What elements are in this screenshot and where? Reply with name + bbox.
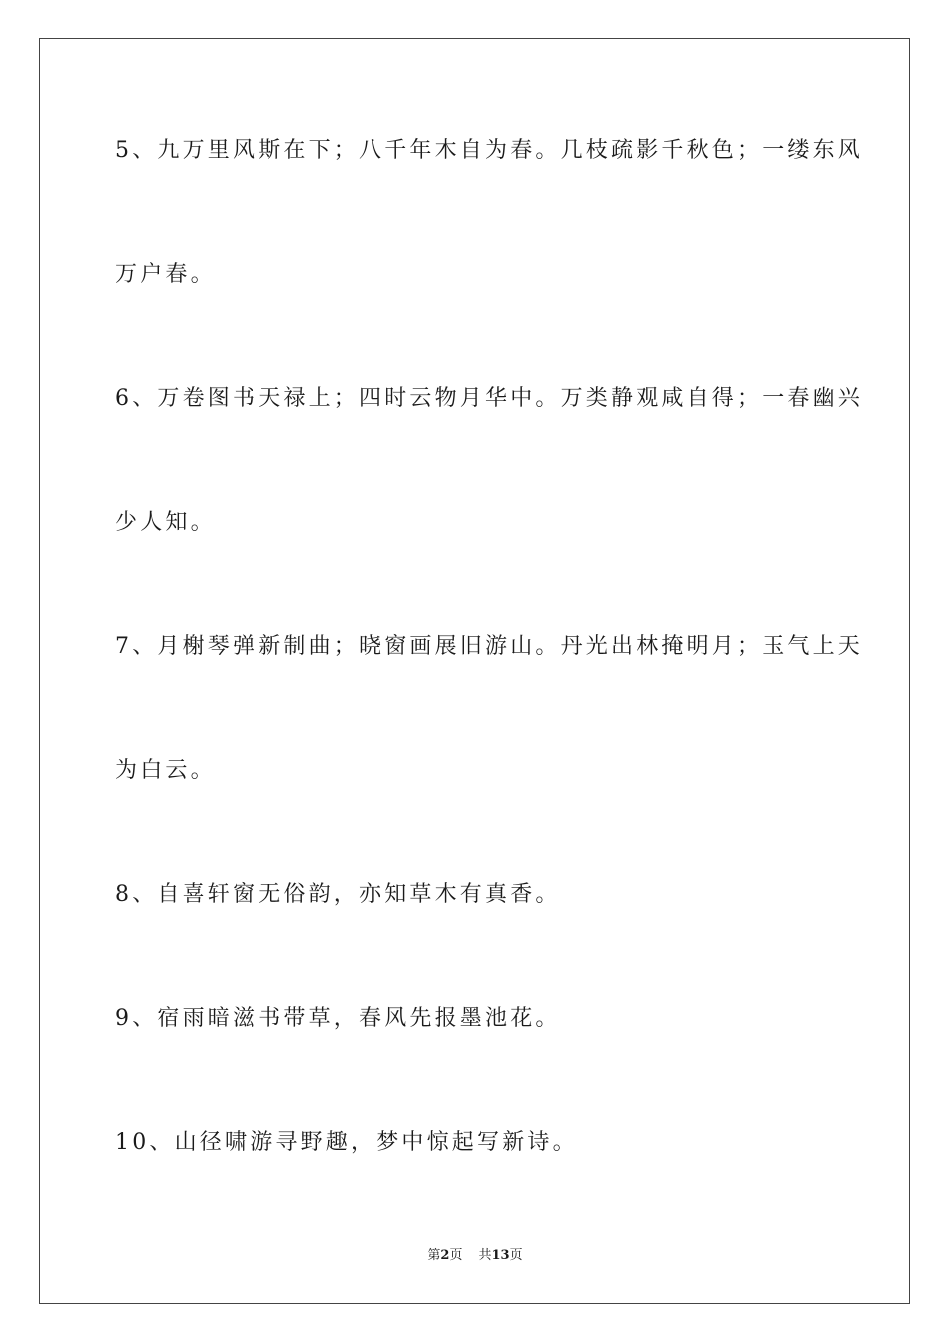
page-number: 2 — [440, 1248, 450, 1263]
page-border — [39, 38, 910, 1304]
text-line-7: 7、月榭琴弹新制曲；晓窗画展旧游山。丹光出林掩明月；玉气上天 — [115, 634, 863, 659]
page-suffix: 页 — [449, 1248, 463, 1263]
page-prefix: 第 — [427, 1248, 441, 1263]
text-line-6: 6、万卷图书天禄上；四时云物月华中。万类静观咸自得；一春幽兴 — [115, 386, 863, 411]
total-suffix: 页 — [509, 1248, 523, 1263]
total-pages: 13 — [491, 1248, 510, 1263]
text-line-8: 8、自喜轩窗无俗韵，亦知草木有真香。 — [115, 882, 561, 907]
text-line-5-continued: 万户春。 — [115, 262, 216, 287]
text-line-5: 5、九万里风斯在下；八千年木自为春。几枝疏影千秋色；一缕东风 — [115, 138, 863, 163]
text-line-7-continued: 为白云。 — [115, 758, 216, 783]
text-line-9: 9、宿雨暗滋书带草，春风先报墨池花。 — [115, 1006, 561, 1031]
text-line-6-continued: 少人知。 — [115, 510, 216, 535]
page-footer — [0, 1246, 950, 1266]
text-line-10: 10、山径啸游寻野趣，梦中惊起写新诗。 — [115, 1130, 578, 1155]
total-prefix: 共 — [478, 1248, 492, 1263]
